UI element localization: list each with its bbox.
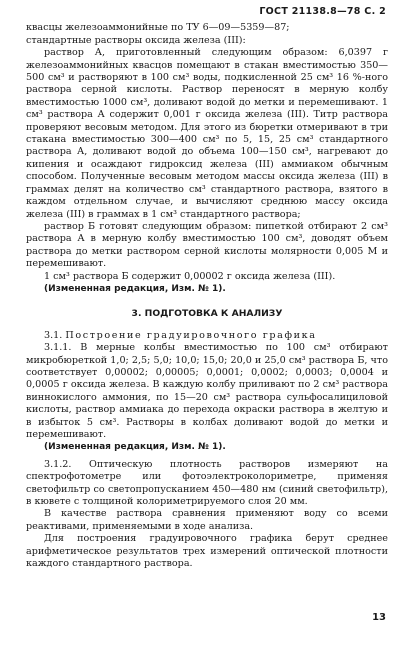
amendment-note-2: (Измененная редакция, Изм. № 1). bbox=[44, 442, 226, 453]
paragraph-reference-solution: В качестве раствора сравнения применяют воду со всеми реактивами, применяемыми в ходе анализа. bbox=[26, 508, 388, 532]
paragraph-reagent-alum: квасцы железоаммонийные по ТУ 6—09—5359—87; bbox=[26, 22, 290, 34]
page-number: 13 bbox=[372, 612, 386, 623]
paragraph-3-1-1: 3.1.1. В мерные колбы вместимостью по 100 см³ отбирают микробюреткой 1,0; 2,5; 5,0; 10,0; 15,0; 20,0 и 25,0 см³ раствора Б, что соответствует 0,00002; 0,00005; 0,0001; 0,0002; 0,0003; 0,0004 и 0,0005 г оксида железа. В каждую колбу приливают по 2 см³ раствора виннокислого аммония, по 15—20 см³ раствора сульфосалициловой кислоты, раствор аммиака до перехода окраски раствора в желтую и в избыток 5 см³. Растворы в колбах доливают водой до метки и перемешивают. bbox=[26, 342, 388, 440]
section-title: 3. ПОДГОТОВКА К АНАЛИЗУ bbox=[131, 308, 283, 320]
paragraph-standard-solutions: стандартные растворы оксида железа (III): bbox=[26, 34, 246, 46]
paragraph-solution-b: раствор Б готовят следующим образом: пипеткой отбирают 2 см³ раствора А в мерную колбу вместимостью 100 см³, доводят объем раствора до метки раствором серной кислоты молярности 0,005 М и перемешивают. bbox=[26, 220, 388, 270]
paragraph-solution-a: раствор А, приготовленный следующим образом: 6,0397 г железоаммонийных квасцов помещают в стакан вместимостью 350—500 см³ и растворяют в 100 см³ воды, подкисленной 25 см³ 16 %-ного раствора серной кислоты. Раствор переносят в мерную колбу вместимостью 1000 см³, доливают водой до метки и перемешивают. 1 см³ раствора А содержит 0,001 г оксида железа (III). Титр раствора проверяют весовым методом. Для этого из бюретки отмеривают в три стакана вместимостью 300—400 см³ по 5, 15, 25 см³ стандартного раствора А, доливают водой до объема 100—150 см³, нагревают до кипения и осаждают гидроксид железа (III) аммиаком обычным способом. Полученные весовым методом массы оксида железа (III) в граммах делят на количество см³ стандартного раствора, взятого в каждом отдельном случае, и вычисляют среднюю массу оксида железа (III) в граммах в 1 см³ стандартного раствора; bbox=[26, 47, 388, 220]
page-header: ГОСТ 21138.8—78 С. 2 bbox=[259, 6, 386, 17]
subsection-title bbox=[26, 330, 388, 342]
amendment-note-1: (Измененная редакция, Изм. № 1). bbox=[44, 283, 226, 294]
paragraph-3-1-2: 3.1.2. Оптическую плотность растворов измеряют на спектрофотометре или фотоэлектроколориметре, применяя светофильтр со светопропусканием 450—480 нм (синий светофильтр), в кювете с толщиной колориметрируемого слоя 20 мм. bbox=[26, 458, 388, 508]
subsection-number: 3.1. bbox=[44, 329, 63, 341]
subsection-heading: Построение градуировочного графика bbox=[65, 329, 317, 341]
paragraph-solution-b-content: 1 см³ раствора Б содержит 0,00002 г оксида железа (III). bbox=[44, 270, 336, 282]
paragraph-graph-construction: Для построения градуировочного графика берут среднее арифметическое результатов трех измерений оптической плотности каждого стандартного раствора. bbox=[26, 533, 388, 570]
